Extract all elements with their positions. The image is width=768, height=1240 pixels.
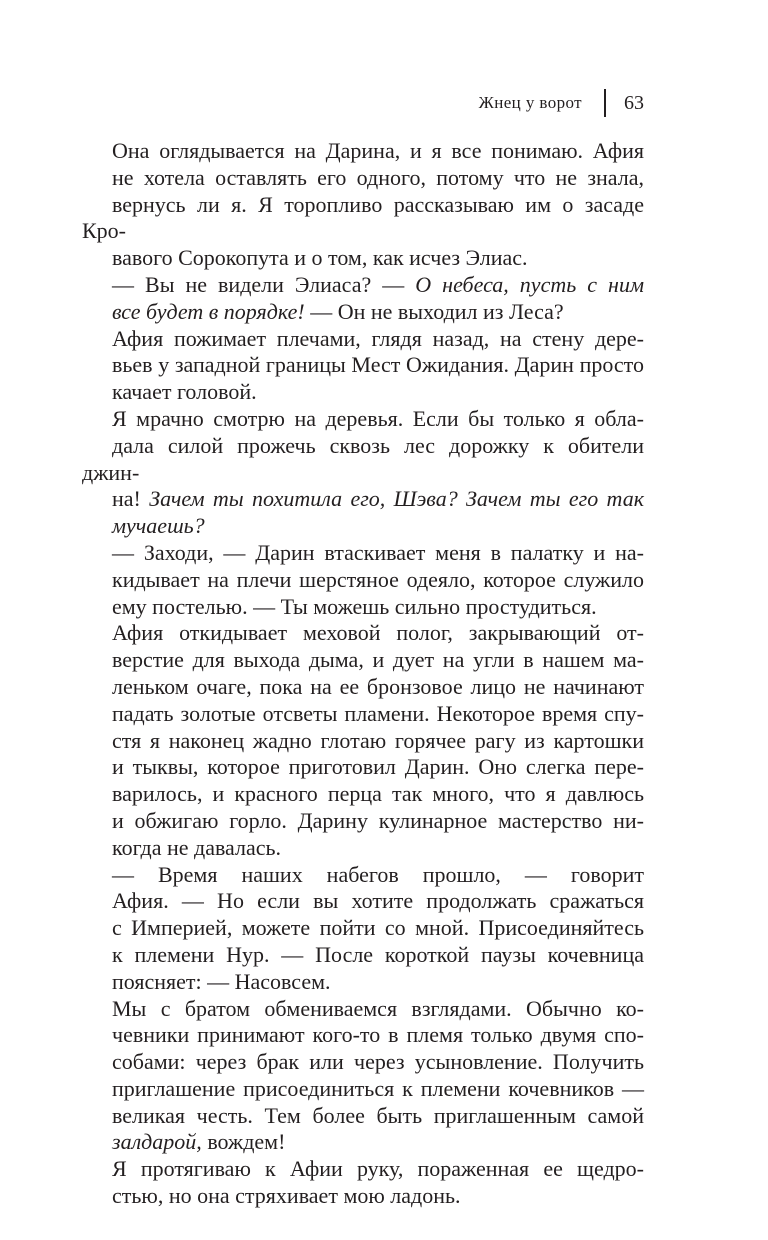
paragraph xyxy=(82,1156,644,1210)
text-segment: кидывает на плечи шерстяное одеяло, которое служило xyxy=(112,566,644,592)
text-line xyxy=(82,915,644,942)
text-segment: вернусь ли я. Я торопливо рассказываю им о засаде Кро- xyxy=(82,191,644,244)
text-line xyxy=(82,647,644,674)
text-segment: дала силой прожечь сквозь лес дорожку к обители джин- xyxy=(82,432,644,485)
text-line xyxy=(82,996,644,1023)
italic-text: Зачем ты похитила его, Шэва? Зачем ты его так xyxy=(149,486,644,512)
text-segment: собами: через брак или через усыновление. Получить xyxy=(112,1049,644,1075)
text-line xyxy=(82,486,644,513)
text-line xyxy=(82,379,644,406)
text-line xyxy=(82,1049,644,1076)
text-line xyxy=(82,1022,644,1049)
text-line xyxy=(82,433,644,487)
text-segment: и обжигаю горло. Дарину кулинарное мастерство ни- xyxy=(112,807,644,833)
text-line xyxy=(82,701,644,728)
text-line xyxy=(82,620,644,647)
text-line xyxy=(82,781,644,808)
text-line xyxy=(82,942,644,969)
text-line xyxy=(82,165,644,192)
text-segment: вьев у западной границы Мест Ожидания. Дарин просто xyxy=(112,352,644,378)
text-segment: Афия откидывает меховой полог, закрывающий от- xyxy=(112,620,644,646)
text-line xyxy=(82,299,644,326)
text-segment: — Время наших набегов прошло, — говорит xyxy=(112,861,644,887)
text-line xyxy=(82,567,644,594)
text-line xyxy=(82,888,644,915)
text-segment: не хотела оставлять его одного, потому что не знала, xyxy=(112,164,644,190)
text-segment: когда не давалась. xyxy=(112,834,282,860)
text-segment: с Империей, можете пойти со мной. Присоединяйтесь xyxy=(112,915,644,941)
paragraph xyxy=(82,326,644,406)
page-number: 63 xyxy=(624,91,644,114)
italic-text: залдарой, xyxy=(112,1129,202,1155)
paragraph xyxy=(82,272,644,326)
text-segment: поясняет: — Насовсем. xyxy=(112,968,331,994)
paragraph xyxy=(82,996,644,1157)
text-line xyxy=(82,594,644,621)
text-segment: леньком очаге, пока на ее бронзовое лицо не начинают xyxy=(112,673,644,699)
text-segment: к племени Нур. — После короткой паузы кочевница xyxy=(112,941,644,967)
text-segment: падать золотые отсветы пламени. Некоторое время спу- xyxy=(112,700,644,726)
paragraph xyxy=(82,138,644,272)
text-line xyxy=(82,138,644,165)
text-segment: на! xyxy=(112,486,150,512)
italic-text: все будет в порядке! xyxy=(112,298,305,324)
text-segment: стя я наконец жадно глотаю горячее рагу из картошки xyxy=(112,727,644,753)
text-segment: Она оглядывается на Дарина, и я все понимаю. Афия xyxy=(112,138,644,163)
text-line xyxy=(82,1183,644,1210)
text-line xyxy=(82,969,644,996)
text-segment: Мы с братом обмениваемся взглядами. Обычно ко- xyxy=(112,995,644,1021)
text-segment: стью, но она стряхивает мою ладонь. xyxy=(112,1183,461,1209)
paragraph xyxy=(82,406,644,540)
text-line xyxy=(82,808,644,835)
text-line xyxy=(82,674,644,701)
text-line xyxy=(82,245,644,272)
italic-text: О небеса, пусть с ним xyxy=(415,271,644,297)
text-line xyxy=(82,406,644,433)
text-segment: Я мрачно смотрю на деревья. Если бы только я обла- xyxy=(112,405,644,431)
body-text xyxy=(82,138,644,1210)
text-line xyxy=(82,352,644,379)
text-line xyxy=(82,728,644,755)
text-segment: — Заходи, — Дарин втаскивает меня в палатку и на- xyxy=(112,539,644,565)
text-line xyxy=(82,1156,644,1183)
text-line xyxy=(82,540,644,567)
text-segment: вождем! xyxy=(201,1129,286,1155)
text-segment: великая честь. Тем более быть приглашенным самой xyxy=(112,1102,644,1128)
paragraph xyxy=(82,540,644,620)
text-segment: чевники принимают кого-то в племя только двумя спо- xyxy=(112,1022,644,1048)
text-segment: вавого Сорокопута и о том, как исчез Элиас. xyxy=(112,245,528,271)
text-line xyxy=(82,1103,644,1130)
text-segment: Афия. — Но если вы хотите продолжать сражаться xyxy=(112,888,644,914)
text-line xyxy=(82,862,644,889)
text-line xyxy=(82,513,644,540)
text-line xyxy=(82,326,644,353)
text-line xyxy=(82,835,644,862)
running-head-title: Жнец у ворот xyxy=(478,93,582,112)
text-line xyxy=(82,1076,644,1103)
text-segment: верстие для выхода дыма, и дует на угли в нашем ма- xyxy=(112,647,644,673)
text-line xyxy=(82,1129,644,1156)
text-segment: и тыквы, которое приготовил Дарин. Оно слегка пере- xyxy=(112,754,644,780)
text-segment: Я протягиваю к Афии руку, пораженная ее щедро- xyxy=(112,1156,644,1182)
italic-text: мучаешь? xyxy=(112,513,205,539)
running-head-divider xyxy=(604,89,606,117)
text-segment: — Он не выходил из Леса? xyxy=(304,298,564,324)
text-line xyxy=(82,754,644,781)
text-segment: варилось, и красного перца так много, что я давлюсь xyxy=(112,781,644,807)
text-segment: ему постелью. — Ты можешь сильно простудиться. xyxy=(112,593,597,619)
text-segment: Афия пожимает плечами, глядя назад, на стену дере- xyxy=(112,325,644,351)
text-line xyxy=(82,272,644,299)
text-segment: — Вы не видели Элиаса? — xyxy=(112,271,416,297)
paragraph xyxy=(82,620,644,861)
paragraph xyxy=(82,862,644,996)
text-segment: приглашение присоединиться к племени кочевников — xyxy=(112,1075,644,1101)
text-segment: качает головой. xyxy=(112,379,257,405)
running-head xyxy=(479,88,644,118)
text-line xyxy=(82,192,644,246)
